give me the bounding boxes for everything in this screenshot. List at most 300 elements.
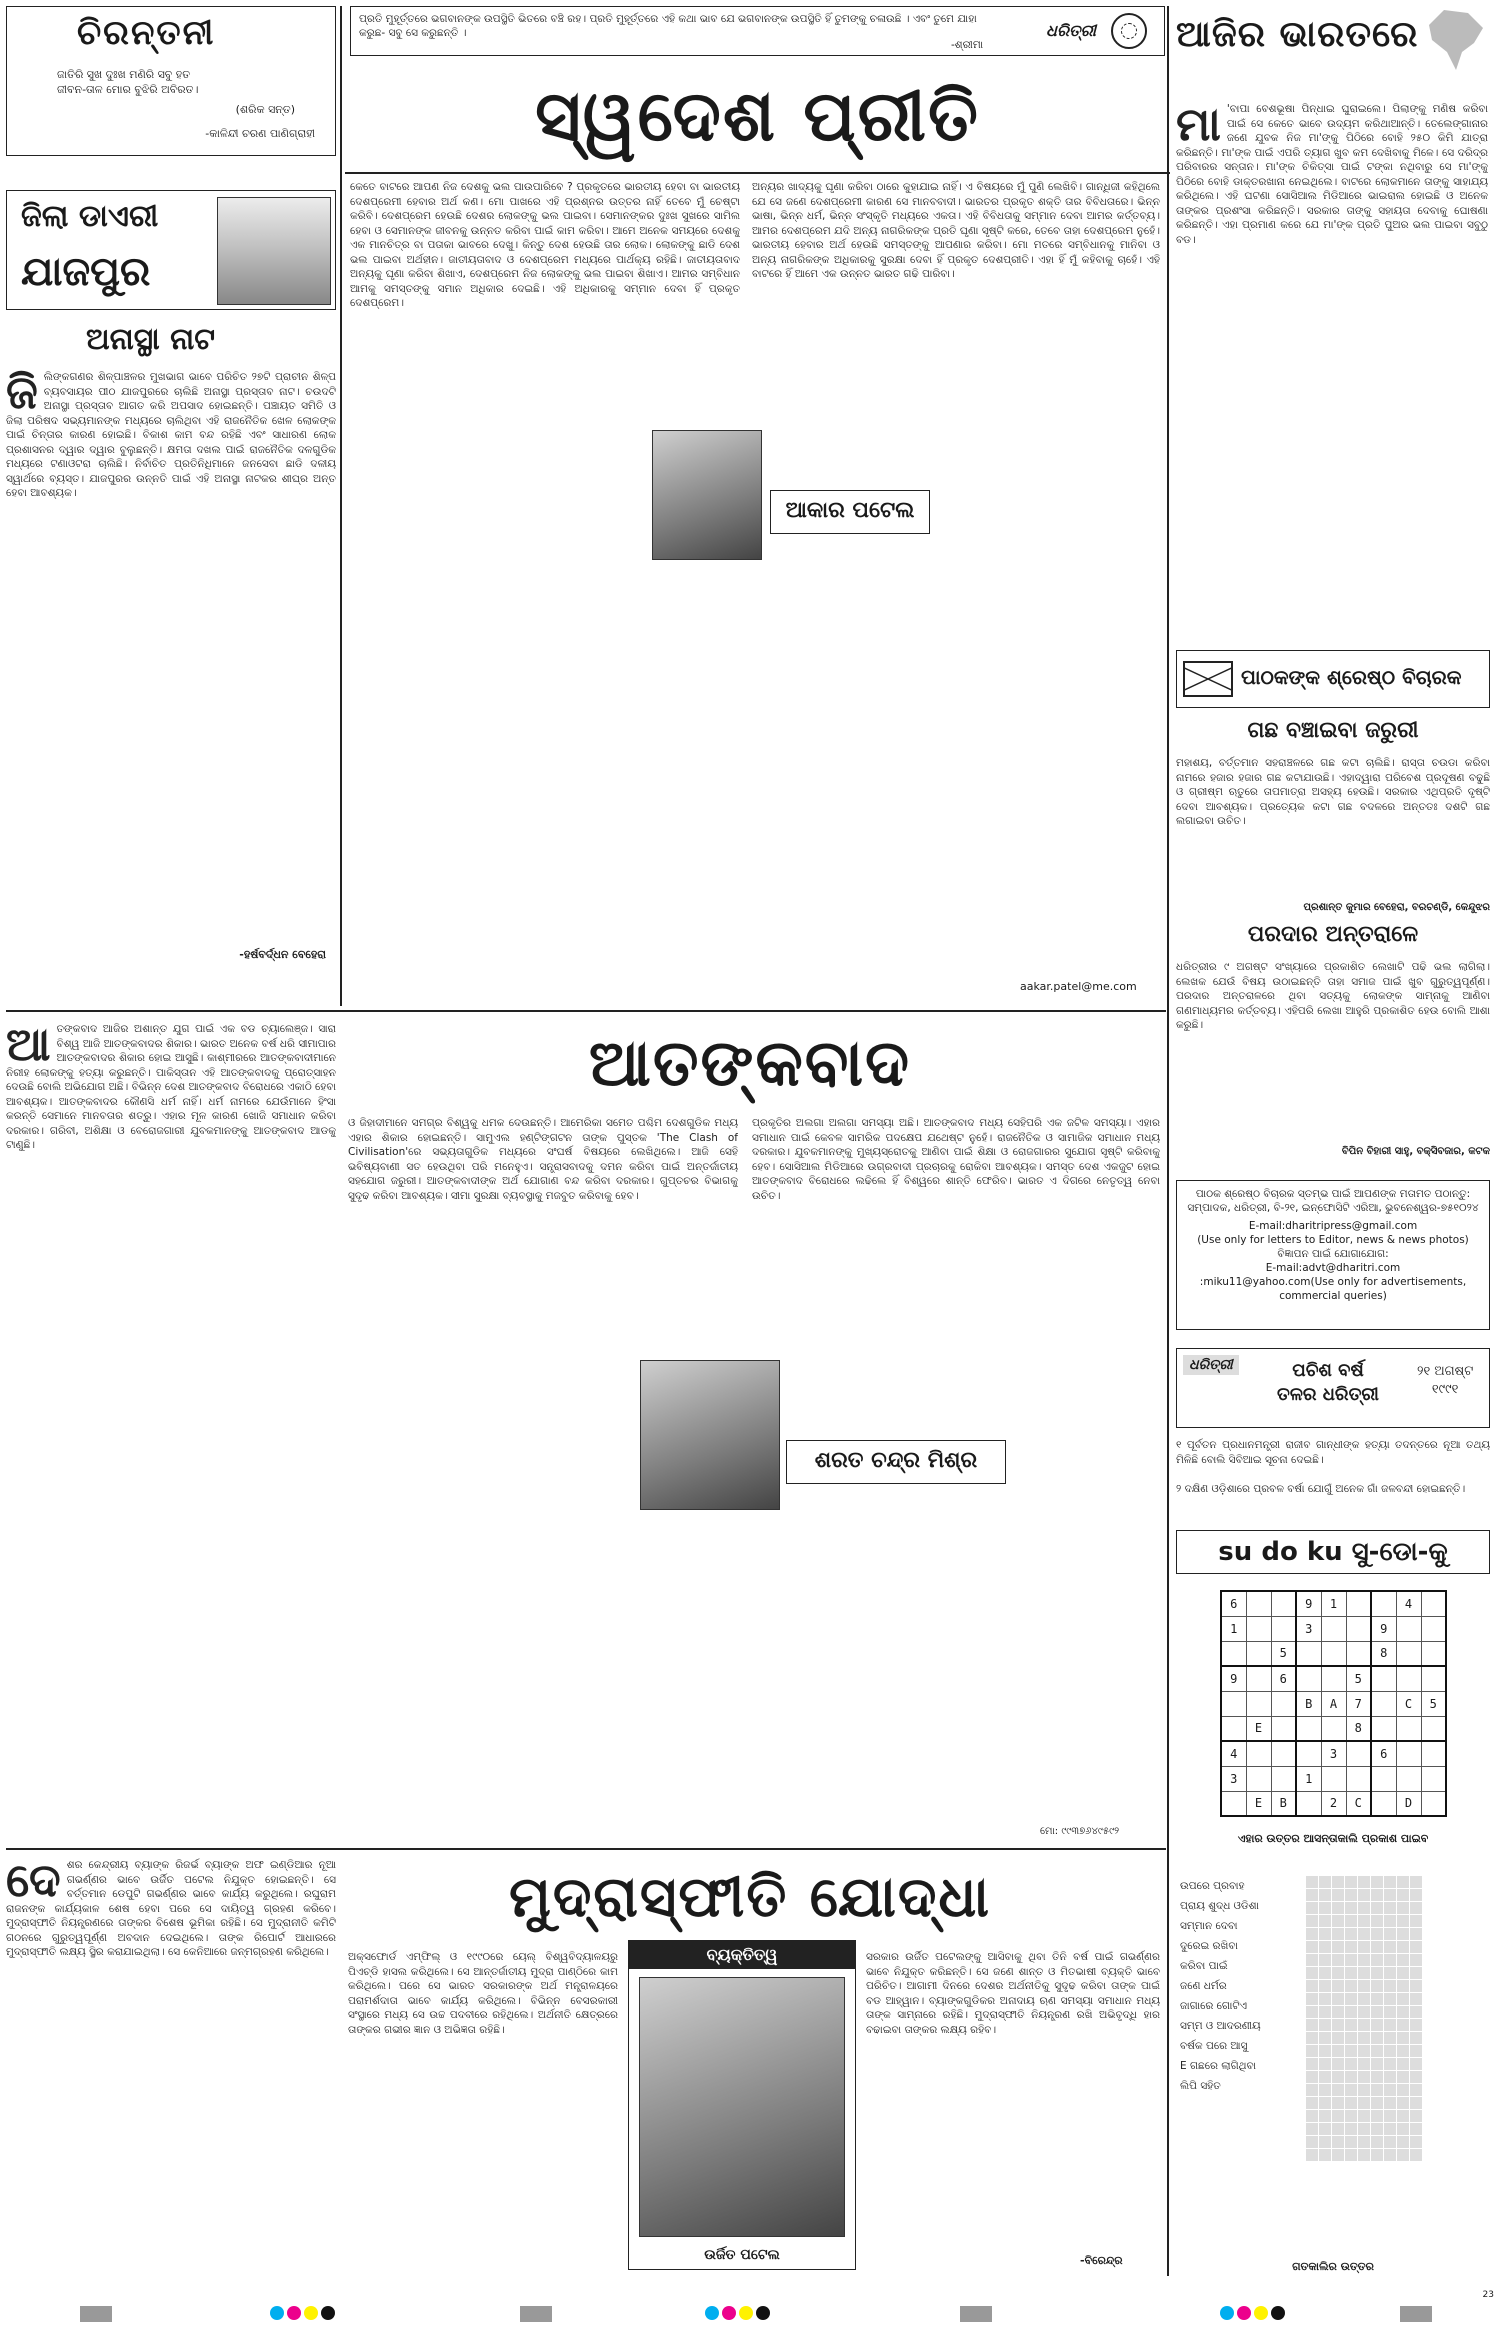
sudoku-cell[interactable]: [1296, 1791, 1321, 1816]
top-rule: [345, 172, 1170, 174]
chirantani-text: ଜାତିରି ସୁଖ ଦୁଃଖ ମଣିରି ସବୁ ହତ ଜୀବନ-ତାଳ ମୋର ବୁଝିରି ଅବିରତ।: [57, 68, 199, 96]
sudoku-cell[interactable]: 9: [1221, 1666, 1246, 1691]
sudoku-cell[interactable]: [1396, 1741, 1421, 1766]
crossword-cell: [1332, 2123, 1344, 2135]
crossword-cell: [1332, 2149, 1344, 2161]
sudoku-cell[interactable]: C: [1396, 1691, 1421, 1716]
crossword-cell: [1410, 2110, 1422, 2122]
pachisha-item2: ୨ ଦକ୍ଷିଣ ଓଡ଼ିଶାରେ ପ୍ରବଳ ବର୍ଷା ଯୋଗୁଁ ଅନେକ ଗାଁ ଜଳବନ୍ଦୀ ହୋଇଛନ୍ତି।: [1176, 1483, 1466, 1495]
pachisha-date: ୨୧ ଅଗଷ୍ଟ ୧୯୯୧: [1417, 1364, 1474, 1397]
sudoku-cell[interactable]: 5: [1271, 1641, 1296, 1666]
district-label: ଜିଲା ଡାଏରୀ: [21, 199, 159, 234]
terrorism-col1-text: ତଙ୍କବାଦ ଆଜିର ଅଶାନ୍ତ ଯୁଗ ପାଇଁ ଏକ ବଡ ଚ୍ୟାଲେଞ୍ଜ। ସାରା ବିଶ୍ୱ ଆଜି ଆତଙ୍କବାଦର ଶିକାର। ଭାରତ ଅନେକ ବର୍ଷ ଧରି ସୀମାପାର ଆତଙ୍କବାଦର ଶିକାର ହୋଇ ଆସୁଛି। କାଶ୍ମୀରରେ ଆତଙ୍କବାଦୀମାନେ ନିରୀହ ଲୋକଙ୍କୁ ହତ୍ୟା କରୁଛନ୍ତି। ପାକିସ୍ତାନ ଏହି ଆତଙ୍କବାଦକୁ ପ୍ରୋତ୍ସାହନ ଦେଉଛି ବୋଲି ଅଭିଯୋଗ ଅଛି। ବିଭିନ୍ନ ଦେଶ ଆତଙ୍କବାଦ ବିରୋଧରେ ଏକାଠି ହେବା ଆବଶ୍ୟକ। ଆତଙ୍କବାଦର କୌଣସି ଧର୍ମ ନାହିଁ। ଧର୍ମ ନାମରେ ଯେଉଁମାନେ ହିଂସା କରନ୍ତି ସେମାନେ ମାନବତାର ଶତ୍ରୁ। ଏହାର ମୂଳ କାରଣ ଖୋଜି ସମାଧାନ କରିବା ଦରକାର। ଗରିବୀ, ଅଶିକ୍ଷା ଓ ବେରୋଜଗାରୀ ଯୁବକମାନଙ୍କୁ ଆତଙ୍କବାଦ ଆଡକୁ ଟାଣୁଛି।: [6, 1023, 336, 1151]
sudoku-cell[interactable]: [1371, 1691, 1396, 1716]
crossword-cell: [1358, 1876, 1370, 1888]
crossword-cell: [1384, 2123, 1396, 2135]
crossword-cell: [1397, 1928, 1409, 1940]
pachisha-item1-text: ପୂର୍ବତନ ପ୍ରଧାନମନ୍ତ୍ରୀ ରାଜୀବ ଗାନ୍ଧୀଙ୍କ ହତ୍ୟା ତଦନ୍ତରେ ନୂଆ ତଥ୍ୟ ମିଳିଛି ବୋଲି ସିବିଆଇ ସୂଚନା ଦେଇଛି।: [1176, 1439, 1490, 1466]
sudoku-cell[interactable]: [1271, 1691, 1296, 1716]
sudoku-cell[interactable]: [1246, 1666, 1271, 1691]
crossword-cell: [1306, 1915, 1318, 1927]
sudoku-cell[interactable]: [1421, 1641, 1446, 1666]
pachisha-title: ପଚିଶ ବର୍ଷ ତଳର ଧରିତ୍ରୀ: [1277, 1360, 1379, 1405]
reg-block-2: [520, 2306, 552, 2322]
author-name-sharat: ଶରତ ଚନ୍ଦ୍ର ମିଶ୍ର: [786, 1440, 1006, 1484]
crossword-cell: [1319, 1876, 1331, 1888]
crossword-cell: [1358, 2045, 1370, 2057]
crossword-cell: [1345, 1993, 1357, 2005]
crossword-cell: [1358, 1915, 1370, 1927]
crossword-cell: [1397, 1980, 1409, 1992]
crossword-cell: [1332, 1967, 1344, 1979]
sudoku-cell[interactable]: [1271, 1591, 1296, 1616]
chakra-icon: [1111, 13, 1147, 49]
letter2-title: ପରଦାର ଅନ୍ତରାଳେ: [1247, 922, 1419, 947]
crossword-cell: [1397, 2058, 1409, 2070]
crossword-cell: [1397, 2149, 1409, 2161]
contact-address: ସମ୍ପାଦକ, ଧରିତ୍ରୀ, ବି-୨୧, ଇନ୍‌ଫୋସିଟି ଏରିଆ, ଭୁବନେଶ୍ୱର-୭୫୧୦୨୪: [1187, 1202, 1479, 1214]
sudoku-cell[interactable]: [1271, 1766, 1296, 1791]
crossword-cell: [1397, 1902, 1409, 1914]
crossword-cell: [1371, 1980, 1383, 1992]
sudoku-cell[interactable]: [1346, 1741, 1371, 1766]
terrorism-dropcap: ଆ: [6, 1022, 51, 1071]
person-name-urjit: ଉର୍ଜିତ ପଟେଲ: [704, 2247, 780, 2263]
crossword-cell: [1397, 1941, 1409, 1953]
crossword-cell: [1397, 2136, 1409, 2148]
crossword-cell: [1319, 2019, 1331, 2031]
sudoku-cell[interactable]: [1346, 1766, 1371, 1791]
crossword-cell: [1371, 2136, 1383, 2148]
crossword-cell: [1410, 2019, 1422, 2031]
crossword-cell: [1332, 1993, 1344, 2005]
sudoku-cell[interactable]: 6: [1371, 1741, 1396, 1766]
crossword-cell: [1371, 2149, 1383, 2161]
crossword-cell: [1410, 2058, 1422, 2070]
crossword-cell: [1397, 1967, 1409, 1979]
crossword-cell: [1371, 2006, 1383, 2018]
crossword-cell: [1384, 1889, 1396, 1901]
sudoku-cell[interactable]: [1321, 1766, 1346, 1791]
district-header: [6, 190, 336, 310]
sudoku-cell[interactable]: [1421, 1616, 1446, 1641]
sudoku-grid: [1220, 1590, 1447, 1817]
crossword-cell: [1371, 2045, 1383, 2057]
crossword-cell: [1384, 2045, 1396, 2057]
sudoku-cell[interactable]: [1221, 1791, 1246, 1816]
crossword-cell: [1332, 2136, 1344, 2148]
sudoku-cell[interactable]: [1396, 1641, 1421, 1666]
contact-email3[interactable]: :miku11@yahoo.com(Use only for advertisements, commercial queries): [1199, 1276, 1467, 1302]
crossword-cell: [1358, 2071, 1370, 2083]
crossword-cell: [1332, 1980, 1344, 1992]
sudoku-cell[interactable]: 2: [1321, 1791, 1346, 1816]
sudoku-title: su do ku ସୁ-ଡୋ-କୁ: [1176, 1530, 1490, 1574]
crossword-cell: [1384, 1980, 1396, 1992]
crossword-cell: [1306, 1876, 1318, 1888]
crossword-cell: [1410, 1902, 1422, 1914]
inflation-title: ମୁଦ୍ରାସ୍ଫୀତି ଯୋଦ୍ଧା: [508, 1865, 992, 1930]
sudoku-cell[interactable]: [1321, 1641, 1346, 1666]
color-dots-1: [270, 2306, 338, 2323]
crossword-cell: [1306, 1902, 1318, 1914]
crossword-cell: [1319, 2071, 1331, 2083]
sudoku-cell[interactable]: [1371, 1791, 1396, 1816]
crossword-cell: [1306, 2149, 1318, 2161]
crossword-cell: [1319, 1967, 1331, 1979]
crossword-cell: [1397, 1993, 1409, 2005]
crossword-cell: [1371, 1954, 1383, 1966]
sudoku-cell[interactable]: [1221, 1641, 1246, 1666]
crossword-cell: [1332, 2084, 1344, 2096]
district-name: ଯାଜପୁର: [21, 249, 151, 295]
sudoku-cell[interactable]: 3: [1221, 1766, 1246, 1791]
crossword-cell: [1397, 2110, 1409, 2122]
crossword-cell: [1345, 1928, 1357, 1940]
crossword-cell: [1306, 2019, 1318, 2031]
aji-bharat-box: [1172, 6, 1494, 646]
terrorism-col2: ଓ ଜିହାଦୀମାନେ ସମଗ୍ର ବିଶ୍ୱକୁ ଧମକ ଦେଉଛନ୍ତି। ଆମେରିକା ସମେତ ପଶ୍ଚିମ ଦେଶଗୁଡିକ ମଧ୍ୟ ଏହାର ଶିକାର ହୋଇଛନ୍ତି। ସାମୁଏଲ ହଣ୍ଟିଙ୍ଗଟନ ତାଙ୍କ ପୁସ୍ତକ 'The Clash of Civilisation'ରେ ସଭ୍ୟତାଗୁଡିକ ମଧ୍ୟରେ ସଂଘର୍ଷ ବିଷୟରେ ଲେଖିଥିଲେ। ଆଜି ସେହି ଭବିଷ୍ୟବାଣୀ ସତ ହେଉଥିବା ପରି ମନେହୁଏ। ସନ୍ତ୍ରାସବାଦକୁ ଦମନ କରିବା ପାଇଁ ଅନ୍ତର୍ଜାତୀୟ ସହଯୋଗ ଜରୁରୀ। ଆତଙ୍କବାଦୀଙ୍କ ଅର୍ଥ ଯୋଗାଣ ବନ୍ଦ କରିବା ଦରକାର। ଗୁପ୍ତଚର ବିଭାଗକୁ ସୁଦୃଢ କରିବା ଆବଶ୍ୟକ। ସୀମା ସୁରକ୍ଷା ବ୍ୟବସ୍ଥାକୁ ମଜବୁତ କରିବାକୁ ହେବ।: [348, 1117, 738, 1202]
crossword-cell: [1384, 1928, 1396, 1940]
crossword-cell: [1306, 1928, 1318, 1940]
crossword-cell: [1410, 1941, 1422, 1953]
crossword-cell: [1358, 1954, 1370, 1966]
sudoku-cell[interactable]: 4: [1396, 1591, 1421, 1616]
crossword-cell: [1384, 1902, 1396, 1914]
color-dots-3: [1220, 2306, 1288, 2323]
swadesh-col1: କେତେ ବାଟରେ ଆପଣ ନିଜ ଦେଶକୁ ଭଲ ପାଉପାରିବେ ? ପ୍ରକୃତରେ ଭାରତୀୟ ହେବା ବା ଭାରତୀୟ ଦେଶପ୍ରେମୀ ହେବାର ଅର୍ଥ କଣ। ମୋ ପାଖରେ ଏହି ପ୍ରଶ୍ନର ଉତ୍ତର ନାହିଁ ତେବେ ମୁଁ ଚେଷ୍ଟା କରିବି। ଦେଶପ୍ରେମ ହେଉଛି ଦେଶର ଲୋକଙ୍କୁ ଭଲ ପାଇବା। ସେମାନଙ୍କର ଦୁଃଖ ସୁଖରେ ସାମିଲ ହେବା ଓ ସେମାନଙ୍କ ଜୀବନକୁ ଉନ୍ନତ କରିବା ପାଇଁ କାମ କରିବା। ଆମେ ଅନେକ ସମୟରେ ଦେଶକୁ ଏକ ମାନଚିତ୍ର ବା ପତାକା ଭାବରେ ଦେଖୁ। କିନ୍ତୁ ଦେଶ ହେଉଛି ତାର ଲୋକ। ଲୋକଙ୍କୁ ଛାଡି ଦେଶ ଭଲ ପାଇବା ଅର୍ଥହୀନ। ଜାତୀୟତାବାଦ ଓ ଦେଶପ୍ରେମ ମଧ୍ୟରେ ପାର୍ଥକ୍ୟ ରହିଛି। ଜାତୀୟତାବାଦ ଅନ୍ୟକୁ ଘୃଣା କରିବା ଶିଖାଏ, ଦେଶପ୍ରେମ ନିଜ ଲୋକଙ୍କୁ ଭଲ ପାଇବା ଶିଖାଏ। ଆମର ସମ୍ବିଧାନ ଆମକୁ ସମସ୍ତଙ୍କୁ ସମାନ ଅଧିକାର ଦେଇଛି। ଏହି ଅଧିକାରକୁ ସମ୍ମାନ ଦେବା ହିଁ ପ୍ରକୃତ ଦେଶପ୍ରେମ।: [350, 181, 740, 309]
crossword-cell: [1384, 2149, 1396, 2161]
sudoku-cell[interactable]: [1246, 1591, 1271, 1616]
crossword-cell: [1371, 1941, 1383, 1953]
contact-adv-label: ବିଜ୍ଞାପନ ପାଇଁ ଯୋଗାଯୋଗ:: [1277, 1248, 1389, 1260]
crossword-cell: [1358, 1993, 1370, 2005]
reg-block-3: [960, 2306, 992, 2322]
crossword-cell: [1345, 2084, 1357, 2096]
pachisha-item2-text: ଦକ୍ଷିଣ ଓଡ଼ିଶାରେ ପ୍ରବଳ ବର୍ଷା ଯୋଗୁଁ ଅନେକ ଗାଁ ଜଳବନ୍ଦୀ ହୋଇଛନ୍ତି।: [1184, 1483, 1466, 1495]
crossword-cell: [1319, 1980, 1331, 1992]
quote-text: ପ୍ରତି ମୁହୂର୍ତ୍ତରେ ଭଗବାନଙ୍କ ଉପସ୍ଥିତି ଭିତରେ ବଞ୍ଚି ରହ। ପ୍ରତି ମୁହୂର୍ତ୍ତରେ ଏହି କଥା ଭାବ ଯେ ଭଗବାନଙ୍କ ଉପସ୍ଥିତି ହିଁ ତୁମଙ୍କୁ ଚଳାଉଛି । ଏବଂ ତୁମେ ଯାହା କରୁଛ- ସବୁ ସେ କରୁଛନ୍ତି ।: [359, 13, 977, 39]
sudoku-cell[interactable]: 5: [1346, 1666, 1371, 1691]
crossword-cell: [1410, 2149, 1422, 2161]
crossword-cell: [1306, 2006, 1318, 2018]
sudoku-cell[interactable]: 4: [1221, 1741, 1246, 1766]
crossword-cell: [1345, 2097, 1357, 2109]
crossword-cell: [1319, 1941, 1331, 1953]
letters-section-title: ପାଠକଙ୍କ ଶ୍ରେଷ୍ଠ ବିଚାରକ: [1241, 665, 1462, 689]
crossword-cell: [1410, 2084, 1422, 2096]
crossword-cell: [1332, 2110, 1344, 2122]
sudoku-cell[interactable]: [1421, 1766, 1446, 1791]
crossword-cell: [1319, 1928, 1331, 1940]
crossword-cell: [1371, 1915, 1383, 1927]
sudoku-cell[interactable]: [1371, 1591, 1396, 1616]
sudoku-cell[interactable]: [1421, 1716, 1446, 1741]
quote-author: -ଶ୍ରୀମା: [951, 39, 984, 51]
chirantani-source: (ଶରିକ ସନ୍ତ): [235, 103, 295, 116]
crossword-cell: [1332, 2019, 1344, 2031]
sudoku-cell[interactable]: 5: [1421, 1691, 1446, 1716]
crossword-cell: [1384, 2006, 1396, 2018]
crossword-cell: [1384, 2071, 1396, 2083]
district-diary: [6, 190, 336, 980]
crossword-cell: [1371, 2123, 1383, 2135]
crossword-cell: [1332, 2071, 1344, 2083]
crossword-cell: [1319, 1915, 1331, 1927]
chirantani-author: -କାଳିନ୍ଦୀ ଚରଣ ପାଣିଗ୍ରାହୀ: [205, 127, 315, 140]
crossword-cell: [1306, 1993, 1318, 2005]
sudoku-cell[interactable]: [1346, 1591, 1371, 1616]
sudoku-cell[interactable]: 9: [1296, 1591, 1321, 1616]
sudoku-cell[interactable]: 3: [1296, 1616, 1321, 1641]
crossword-answer-label: ଗତକାଲିର ଉତ୍ତର: [1292, 2260, 1374, 2273]
crossword-cell: [1345, 2149, 1357, 2161]
crossword-cell: [1306, 1980, 1318, 1992]
sudoku-cell[interactable]: [1421, 1741, 1446, 1766]
crossword-cell: [1332, 1928, 1344, 1940]
crossword-cell: [1345, 1967, 1357, 1979]
letter2-author: ବିପିନ ବିହାରୀ ସାହୁ, ବକ୍ସିବଜାର, କଟକ: [1341, 1146, 1490, 1157]
sudoku-cell[interactable]: [1246, 1616, 1271, 1641]
inflation-col2: ଅକ୍ସଫୋର୍ଡ ଏମ୍‌ଫିଲ୍ ଓ ୧୯୯୦ରେ ୟେଲ୍ ବିଶ୍ୱବିଦ୍ୟାଳୟରୁ ପିଏଚ୍‌ଡି ହାସଲ କରିଥିଲେ। ସେ ଆନ୍ତର୍ଜାତୀୟ ମୁଦ୍ରା ପାଣ୍ଠିରେ କାମ କରିଥିଲେ। ପରେ ସେ ଭାରତ ସରକାରଙ୍କ ଅର୍ଥ ମନ୍ତ୍ରାଳୟରେ ପରାମର୍ଶଦାତା ଭାବେ କାର୍ଯ୍ୟ କରିଥିଲେ। ବିଭିନ୍ନ ବେସରକାରୀ ସଂସ୍ଥାରେ ମଧ୍ୟ ସେ ଉଚ୍ଚ ପଦବୀରେ ରହିଥିଲେ। ଅର୍ଥନୀତି କ୍ଷେତ୍ରରେ ତାଙ୍କର ଗଭୀର ଜ୍ଞାନ ଓ ଅଭିଜ୍ଞତା ରହିଛି।: [348, 1951, 618, 2036]
crossword-cell: [1345, 2123, 1357, 2135]
sudoku-cell[interactable]: [1421, 1591, 1446, 1616]
crossword-cell: [1358, 2019, 1370, 2031]
letter2-body: ଧରିତ୍ରୀର ୯ ଅଗଷ୍ଟ ସଂଖ୍ୟାରେ ପ୍ରକାଶିତ ଲେଖାଟି ପଢି ଭଲ ଲାଗିଲା। ଲେଖକ ଯେଉଁ ବିଷୟ ଉଠାଇଛନ୍ତି ତାହା ସମାଜ ପାଇଁ ଖୁବ ଗୁରୁତ୍ୱପୂର୍ଣ୍ଣ। ପରଦାର ଅନ୍ତରାଳରେ ଥିବା ସତ୍ୟକୁ ଲୋକଙ୍କ ସାମ୍ନାକୁ ଆଣିବା ଗଣମାଧ୍ୟମର କର୍ତ୍ତବ୍ୟ। ଏହିପରି ଲେଖା ଆହୁରି ପ୍ରକାଶିତ ହେଉ ବୋଲି ଆଶା କରୁଛି।: [1176, 961, 1490, 1031]
crossword-cell: [1319, 2006, 1331, 2018]
contact-email2[interactable]: E-mail:advt@dharitri.com: [1265, 1262, 1401, 1274]
crossword-cell: [1384, 1915, 1396, 1927]
sudoku-cell[interactable]: [1296, 1716, 1321, 1741]
crossword-cell: [1319, 2084, 1331, 2096]
left-vrule: [340, 6, 342, 1006]
crossword-cell: [1345, 2071, 1357, 2083]
sudoku-cell[interactable]: [1296, 1741, 1321, 1766]
crossword-cell: [1306, 2071, 1318, 2083]
crossword-cell: [1358, 1980, 1370, 1992]
inflation-author: -ବିରେନ୍ଦ୍ର: [1080, 2254, 1123, 2267]
crossword-cell: [1410, 2097, 1422, 2109]
crossword-cell: [1319, 2149, 1331, 2161]
crossword-cell: [1410, 1980, 1422, 1992]
sudoku-cell[interactable]: [1321, 1666, 1346, 1691]
sudoku-cell[interactable]: [1246, 1766, 1271, 1791]
crossword-cell: [1384, 2084, 1396, 2096]
inflation-top-rule: [6, 1848, 1166, 1850]
aji-dropcap: ମା: [1176, 102, 1221, 151]
crossword-cell: [1332, 1876, 1344, 1888]
sudoku-cell[interactable]: [1371, 1766, 1396, 1791]
crossword-cell: [1319, 2045, 1331, 2057]
section-label-byaktitwa: ବ୍ୟକ୍ତିତ୍ୱ: [629, 1941, 855, 1969]
sudoku-cell[interactable]: 6: [1271, 1666, 1296, 1691]
crossword-cell: [1410, 1889, 1422, 1901]
letter1-title: ଗଛ ବଞ୍ଚାଇବା ଜରୁରୀ: [1247, 718, 1419, 743]
crossword-cell: [1345, 2045, 1357, 2057]
crossword-cell: [1306, 1941, 1318, 1953]
chirantani-box: [6, 6, 336, 156]
crossword-cell: [1345, 2110, 1357, 2122]
crossword-cell: [1345, 2058, 1357, 2070]
sudoku-cell[interactable]: 6: [1221, 1591, 1246, 1616]
crossword-cell: [1384, 1876, 1396, 1888]
crossword-cell: [1410, 2123, 1422, 2135]
crossword-cell: [1319, 1902, 1331, 1914]
person-photo-urjit: [639, 1977, 845, 2237]
crossword-cell: [1345, 1889, 1357, 1901]
crossword-cell: [1371, 1993, 1383, 2005]
crossword-cell: [1371, 1902, 1383, 1914]
aji-bharat-body: [1176, 102, 1488, 622]
crossword-cell: [1306, 2058, 1318, 2070]
crossword-cell: [1397, 2071, 1409, 2083]
crossword-cell: [1397, 2084, 1409, 2096]
crossword-cell: [1345, 1902, 1357, 1914]
crossword-cell: [1358, 1941, 1370, 1953]
crossword-cell: [1358, 1928, 1370, 1940]
sudoku-cell[interactable]: A: [1321, 1691, 1346, 1716]
page-number: 23: [1482, 2290, 1494, 2300]
sudoku-cell[interactable]: B: [1296, 1691, 1321, 1716]
crossword-cell: [1319, 2110, 1331, 2122]
reg-block-4: [1400, 2306, 1432, 2322]
crossword-cell: [1410, 2006, 1422, 2018]
crossword-cell: [1371, 1967, 1383, 1979]
crossword-cell: [1371, 2110, 1383, 2122]
district-body: [6, 370, 336, 940]
crossword-grid: [1306, 1876, 1422, 2161]
crossword-cell: [1319, 1954, 1331, 1966]
sudoku-cell[interactable]: [1421, 1666, 1446, 1691]
sudoku-cell[interactable]: [1396, 1666, 1421, 1691]
crossword-cell: [1345, 1876, 1357, 1888]
sudoku-cell[interactable]: [1371, 1716, 1396, 1741]
contact-box: [1176, 1180, 1490, 1330]
sudoku-cell[interactable]: [1321, 1716, 1346, 1741]
sudoku-cell[interactable]: 8: [1346, 1716, 1371, 1741]
terrorism-title: ଆତଙ୍କବାଦ: [588, 1027, 912, 1101]
crossword-cell: [1319, 2136, 1331, 2148]
india-map-icon: [1426, 10, 1486, 70]
sudoku-cell[interactable]: [1321, 1616, 1346, 1641]
sudoku-cell[interactable]: 7: [1346, 1691, 1371, 1716]
sudoku-cell[interactable]: [1246, 1741, 1271, 1766]
sudoku-cell[interactable]: C: [1346, 1791, 1371, 1816]
sudoku-cell[interactable]: D: [1396, 1791, 1421, 1816]
sudoku-cell[interactable]: 9: [1371, 1616, 1396, 1641]
sudoku-cell[interactable]: [1271, 1716, 1296, 1741]
sudoku-cell[interactable]: 1: [1296, 1766, 1321, 1791]
letters-header: [1176, 650, 1490, 708]
crossword-cell: [1319, 2032, 1331, 2044]
crossword-cell: [1397, 1876, 1409, 1888]
crossword-cell: [1358, 2149, 1370, 2161]
sudoku-cell[interactable]: B: [1271, 1791, 1296, 1816]
crossword-cell: [1397, 1889, 1409, 1901]
crossword-cell: [1397, 2097, 1409, 2109]
crossword-cell: [1306, 2136, 1318, 2148]
crossword-cell: [1319, 2123, 1331, 2135]
envelope-icon: [1183, 661, 1233, 697]
contact-email1[interactable]: E-mail:dharitripress@gmail.com: [1248, 1220, 1418, 1232]
crossword-cell: [1410, 2032, 1422, 2044]
district-dropcap: ଜି: [6, 370, 38, 419]
sudoku-cell[interactable]: [1371, 1666, 1396, 1691]
crossword-cell: [1384, 1941, 1396, 1953]
sudoku-cell[interactable]: [1271, 1741, 1296, 1766]
crossword-cell: [1397, 2045, 1409, 2057]
sudoku-cell[interactable]: [1221, 1691, 1246, 1716]
crossword-cell: [1384, 2110, 1396, 2122]
sudoku-cell[interactable]: [1396, 1766, 1421, 1791]
temple-photo: [217, 197, 331, 305]
letter1-author: ପ୍ରଶାନ୍ତ କୁମାର ବେହେରା, ବରଚଣ୍ଡି, କେନ୍ଦୁଝର: [1303, 902, 1490, 913]
crossword-cell: [1306, 1889, 1318, 1901]
crossword-cell: [1358, 2097, 1370, 2109]
crossword-cell: [1332, 2032, 1344, 2044]
pachisha-logo: ଧରିତ୍ରୀ: [1183, 1355, 1239, 1375]
sudoku-cell[interactable]: [1271, 1616, 1296, 1641]
crossword-cell: [1397, 2006, 1409, 2018]
sudoku-cell[interactable]: [1346, 1641, 1371, 1666]
sudoku-cell[interactable]: [1221, 1716, 1246, 1741]
swadesh-col2: ଅନ୍ୟର ଖାଦ୍ୟକୁ ଘୃଣା କରିବା ଠାରେ କୁହାଯାଇ ନାହିଁ। ଏ ବିଷୟରେ ମୁଁ ପୁଣି ଲେଖିବି। ଗାନ୍ଧିଜୀ କହିଥିଲେ ଯେ ସେ ଜଣେ ଦେଶପ୍ରେମୀ କାରଣ ସେ ମାନବବାଦୀ। ଭାରତର ପ୍ରକୃତ ଶକ୍ତି ତାର ବିବିଧତାରେ। ଭିନ୍ନ ଭାଷା, ଭିନ୍ନ ଧର୍ମ, ଭିନ୍ନ ସଂସ୍କୃତି ମଧ୍ୟରେ ଏକତା। ଏହି ବିବିଧତାକୁ ସମ୍ମାନ ଦେବା ଆମର କର୍ତ୍ତବ୍ୟ। ଆମର ଦେଶପ୍ରେମ ଯଦି ଅନ୍ୟ ନାଗରିକଙ୍କ ପ୍ରତି ଘୃଣା ସୃଷ୍ଟି କରେ, ତେବେ ତାହା ଦେଶପ୍ରେମ ନୁହେଁ। ଭାରତୀୟ ହେବାର ଅର୍ଥ ହେଉଛି ସମସ୍ତଙ୍କୁ ଆପଣାର କରିବା। ମୋ ମତରେ ସମ୍ବିଧାନକୁ ମାନିବା ଓ ଅନ୍ୟ ନାଗରିକଙ୍କ ଅଧିକାରକୁ ସୁରକ୍ଷା ଦେବା ହିଁ ପ୍ରକୃତ ଦେଶପ୍ରୀତି। ଏହା ହିଁ ମୁଁ କହିବାକୁ ଚାହେଁ। ଏହି ବାଟରେ ହିଁ ଆମେ ଏକ ଉନ୍ନତ ଭାରତ ଗଢି ପାରିବା।: [752, 181, 1160, 280]
crossword-cell: [1306, 2123, 1318, 2135]
crossword-cell: [1319, 1993, 1331, 2005]
pachisha-box: [1176, 1348, 1490, 1428]
crossword-cell: [1319, 1889, 1331, 1901]
sudoku-cell[interactable]: 1: [1221, 1616, 1246, 1641]
crossword-cell: [1371, 2032, 1383, 2044]
sudoku-cell[interactable]: [1296, 1641, 1321, 1666]
district-author: -ହର୍ଷବର୍ଦ୍ଧନ ବେହେରା: [239, 948, 326, 961]
sudoku-cell[interactable]: 1: [1321, 1591, 1346, 1616]
sudoku-cell[interactable]: [1246, 1641, 1271, 1666]
sudoku-cell[interactable]: [1346, 1616, 1371, 1641]
crossword-cell: [1332, 1941, 1344, 1953]
sudoku-cell[interactable]: [1421, 1791, 1446, 1816]
sudoku-cell[interactable]: E: [1246, 1716, 1271, 1741]
crossword-cell: [1358, 2084, 1370, 2096]
crossword-cell: [1384, 1954, 1396, 1966]
terrorism-col1: [6, 1022, 336, 1822]
crossword-cell: [1371, 2071, 1383, 2083]
crossword-cell: [1358, 2110, 1370, 2122]
crossword-cell: [1410, 1928, 1422, 1940]
crossword-cell: [1332, 1902, 1344, 1914]
crossword-cell: [1306, 2084, 1318, 2096]
sudoku-cell[interactable]: 3: [1321, 1741, 1346, 1766]
sudoku-note: ଏହାର ଉତ୍ତର ଆସନ୍ତାକାଲି ପ୍ରକାଶ ପାଇବ: [1237, 1832, 1429, 1845]
sudoku-cell[interactable]: 8: [1371, 1641, 1396, 1666]
sudoku-cell[interactable]: E: [1246, 1791, 1271, 1816]
inflation-col1: [6, 1858, 336, 2278]
sudoku-cell[interactable]: [1246, 1691, 1271, 1716]
crossword-clues: ଉପରେ ପ୍ରବାହ ପ୍ରାୟ ଶୁଦ୍ଧ ଓଡିଶା ସମ୍ମାନ ଦେବା ଦୁରେଇ ରଖିବା କରିବା ପାଇଁ ଜଣେ ଧର୍ମର ଜାଗାରେ ଗୋଟିଏ ସମ୍ମ ଓ ଆଦରଣୀୟ ବର୍ଷକ ପରେ ଆସୁ E ଗଛରେ ଲାଗିଥିବା ଲିପି ସହିତ: [1180, 1880, 1261, 2092]
crossword-cell: [1306, 2045, 1318, 2057]
crossword-cell: [1410, 1954, 1422, 1966]
author-name-aakar: ଆକାର ପଟେଲ: [770, 490, 930, 534]
pachisha-item1: ୧ ପୂର୍ବତନ ପ୍ରଧାନମନ୍ତ୍ରୀ ରାଜୀବ ଗାନ୍ଧୀଙ୍କ ହତ୍ୟା ତଦନ୍ତରେ ନୂଆ ତଥ୍ୟ ମିଳିଛି ବୋଲି ସିବିଆଇ ସୂଚନା ଦେଇଛି।: [1176, 1439, 1490, 1466]
sudoku-cell[interactable]: [1396, 1716, 1421, 1741]
crossword-cell: [1410, 2045, 1422, 2057]
crossword-cell: [1358, 2032, 1370, 2044]
sudoku-cell[interactable]: [1396, 1616, 1421, 1641]
sudoku-cell[interactable]: [1296, 1666, 1321, 1691]
crossword-cell: [1358, 2136, 1370, 2148]
contact-intro: ପାଠକ ଶ୍ରେଷ୍ଠ ବିଚାରକ ସ୍ତମ୍ଭ ପାଇଁ ଆପଣଙ୍କ ମତାମତ ପଠାନ୍ତୁ:: [1195, 1188, 1471, 1200]
crossword-cell: [1358, 1967, 1370, 1979]
